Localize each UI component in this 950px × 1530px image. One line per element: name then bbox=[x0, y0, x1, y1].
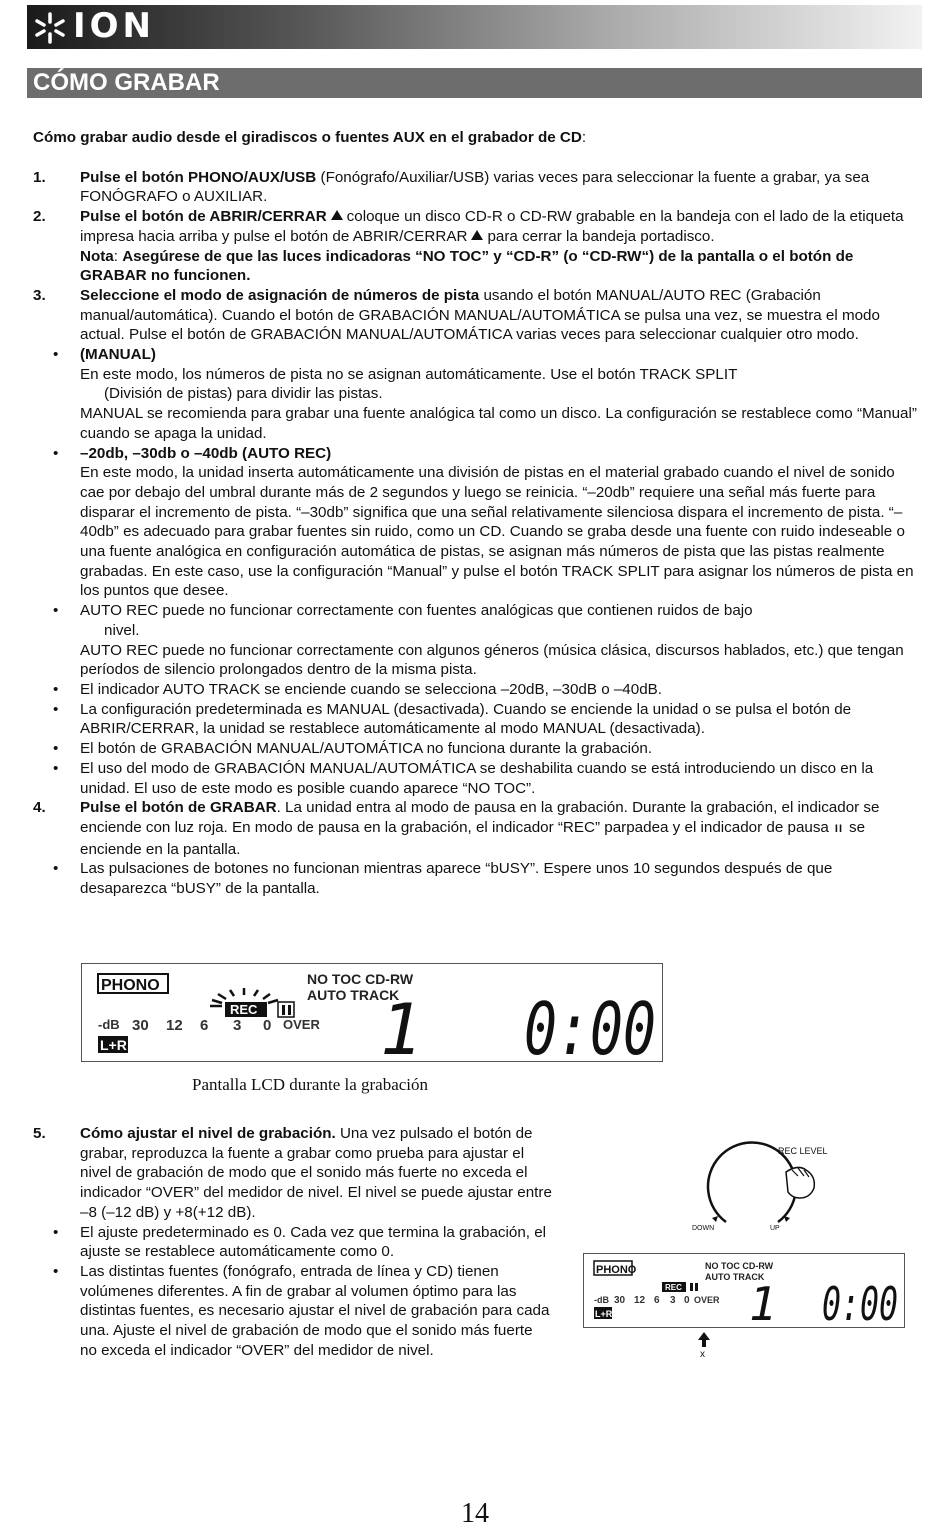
pause-bar bbox=[282, 1005, 285, 1015]
page-number: 14 bbox=[461, 1498, 489, 1529]
meter-3: 3 bbox=[233, 1017, 242, 1034]
lcd-caption: Pantalla LCD durante la grabación bbox=[192, 1075, 429, 1094]
step-3-bullets bbox=[33, 345, 918, 798]
lcd-source: PHONO bbox=[596, 1264, 637, 1276]
brand-name: ION bbox=[73, 6, 156, 46]
step-2-text-a: coloque un disco CD-R o CD-RW grabable en la bandeja con el lado de la etiqueta impresa hacia arriba y pulse el botón de ABRIR/CERRAR bbox=[80, 208, 904, 245]
meter-6: 6 bbox=[200, 1017, 209, 1034]
meter-3: 3 bbox=[670, 1295, 676, 1306]
step-4-bullets bbox=[33, 859, 918, 898]
step-5 bbox=[33, 1124, 553, 1360]
lcd-source: PHONO bbox=[101, 977, 160, 994]
step-3-text: usando el botón MANUAL/AUTO REC (Grabación manual/automática). Cuando el botón de GRABACIÓN MANUAL/AUTOMÁTICA se pulsa una vez, se muestra el modo actual. Pulse el botón de GRABACIÓN MANUAL/AUTOMÁTICA varias veces para seleccionar cualquier otro modo. bbox=[80, 286, 880, 344]
section-title: CÓMO GRABAR bbox=[27, 68, 922, 98]
step-number: 2. bbox=[33, 208, 46, 226]
lcd-small-drawing bbox=[584, 1254, 904, 1331]
pause-bar bbox=[288, 1005, 291, 1015]
step-3 bbox=[33, 286, 918, 345]
pointer-arrow-icon bbox=[696, 1330, 712, 1358]
step-4-title: Pulse el botón de GRABAR bbox=[80, 799, 277, 817]
lcd-notoc: NO TOC CD-RW bbox=[705, 1261, 774, 1271]
meter-0: 0 bbox=[684, 1295, 690, 1306]
step-number: 3. bbox=[33, 286, 46, 304]
step-5-bullets bbox=[33, 1223, 553, 1361]
note-text: Asegúrese de que las luces indicadoras “NO TOC” y “CD-R” (o “CD-RW“) de la pantalla o el botón de GRABAR no funcionen. bbox=[80, 247, 854, 285]
pause-icon: II bbox=[834, 822, 844, 835]
meter-over: OVER bbox=[283, 1017, 320, 1032]
meter-0: 0 bbox=[263, 1017, 272, 1034]
step-2-text-b: para cerrar la bandeja portadisco. bbox=[487, 227, 715, 245]
step-1-text: (Fonógrafo/Auxiliar/USB) varias veces para seleccionar la fuente a grabar, ya sea FONÓGRAFO o AUXILIAR. bbox=[80, 168, 870, 206]
step-2: 2. Pulse el botón de ABRIR/CERRAR coloque un disco CD-R o CD-RW grabable en la bandeja con el lado de la etiqueta impresa hacia arriba y pulse el botón de ABRIR/CERRAR para cerrar la bandeja portadisco. Nota: Asegúrese de que las luces indicadoras “NO TOC” y “CD-R” (o “CD-RW“) de la pantalla o el botón de GRABAR no funcionen. bbox=[33, 208, 904, 285]
list-item: • –20db, –30db o –40db (AUTO REC) En este modo, la unidad inserta automáticamente una división de pistas en el material grabado cuando el nivel de sonido cae por debajo del umbral durante más de 2 segundos y luego se reinicia. “–20db” requiere una señal más fuerte para disparar el incremento de pista. “–30db” significa que una señal relativamente silenciosa dispara el incremento de pista. “–40db” es adecuado para grabar fuentes sin ruido, como un CD. Cuando se graba desde una fuente con ruido indeseable o una fuente analógica en configuración automática de pistas, se asignan más números de pista que las pistas realmente grabadas. En este caso, use la configuración “Manual” y pulse el botón TRACK SPLIT para asignar los números de pista en los puntos que desee. bbox=[33, 444, 918, 602]
knob-up: UP bbox=[770, 1225, 780, 1232]
lcd-track: 1 bbox=[380, 989, 423, 1071]
list-item: • Las pulsaciones de botones no funcionan mientras aparece “bUSY”. Espere unos 10 segundos después de que desaparezca “bUSY” de la pantalla. bbox=[33, 859, 918, 898]
ion-logo-icon bbox=[33, 11, 67, 45]
lcd-track: 1 bbox=[749, 1277, 777, 1331]
step-4: 4. Pulse el botón de GRABAR. La unidad entra al modo de pausa en la grabación. Durante la grabación, el indicador se enciende con luz roja. En modo de pausa en la grabación, el indicador “REC” parpadea y el indicador de pausa II se enciende en la pantalla. bbox=[33, 799, 880, 858]
meter-12: 12 bbox=[634, 1295, 646, 1306]
lcd-display-small bbox=[583, 1253, 905, 1331]
list-item: • El indicador AUTO TRACK se enciende cuando se selecciona –20dB, –30dB o –40dB. bbox=[33, 680, 918, 700]
instructions-body bbox=[33, 120, 918, 899]
knob-down: DOWN bbox=[692, 1225, 715, 1232]
lcd-rec: REC bbox=[665, 1283, 682, 1292]
rec-level-knob-illustration bbox=[686, 1130, 836, 1234]
meter-over: OVER bbox=[694, 1295, 720, 1305]
step-5-title: Cómo ajustar el nivel de grabación. bbox=[80, 1125, 336, 1142]
down-arrow-icon bbox=[712, 1216, 718, 1222]
lcd-autotrack: AUTO TRACK bbox=[307, 987, 400, 1003]
lcd-lr: L+R bbox=[595, 1309, 613, 1319]
intro-line: Cómo grabar audio desde el giradiscos o fuentes AUX en el grabador de CD: bbox=[33, 129, 587, 146]
list-item: • El ajuste predeterminado es 0. Cada vez que termina la grabación, el ajuste se restablece automáticamente como 0. bbox=[33, 1223, 553, 1262]
step-number: 1. bbox=[33, 168, 46, 186]
lcd-notoc: NO TOC CD-RW bbox=[307, 971, 414, 987]
hand-icon bbox=[786, 1167, 814, 1198]
knob-label: REC LEVEL bbox=[778, 1146, 828, 1156]
lcd-lr: L+R bbox=[100, 1037, 127, 1053]
eject-icon bbox=[331, 210, 343, 220]
meter-30: 30 bbox=[132, 1017, 149, 1034]
list-item: • (MANUAL) En este modo, los números de pista no se asignan automáticamente. Use el botón TRACK SPLIT (División de pistas) para dividir las pistas. MANUAL se recomienda para grabar una fuente analógica tal como un disco. La configuración se restablece como “Manual” cuando se apaga la unidad. bbox=[33, 345, 918, 444]
lcd-time: 0:00 bbox=[822, 1277, 898, 1331]
lcd-rec: REC bbox=[230, 1002, 258, 1017]
list-item: • La configuración predeterminada es MANUAL (desactivada). Cuando se enciende la unidad o se pulsa el botón de ABRIR/CERRAR, la unidad se restablece automáticamente al modo MANUAL (desactivada). bbox=[33, 700, 918, 739]
list-item: • AUTO REC puede no funcionar correctamente con fuentes analógicas que contienen ruidos de bajo nivel. AUTO REC puede no funcionar correctamente con algunos géneros (música clásica, discursos hablados, etc.) que tengan períodos de silencio prolongados dentro de la misma pista. bbox=[33, 601, 918, 680]
meter-12: 12 bbox=[166, 1017, 183, 1034]
up-arrow-icon bbox=[784, 1216, 790, 1222]
lcd-display-drawing bbox=[82, 964, 661, 1071]
meter-db: -dB bbox=[594, 1295, 609, 1305]
pause-box bbox=[278, 1002, 294, 1017]
step-1 bbox=[33, 168, 918, 207]
list-item: • Las distintas fuentes (fonógrafo, entrada de línea y CD) tienen volúmenes diferentes. A fin de grabar al volumen óptimo para las distintas fuentes, es necesario ajustar el nivel de grabación para cada una. Ajuste el nivel de grabación de modo que el sonido más fuerte no exceda el indicador “OVER” del medidor de nivel. bbox=[33, 1262, 553, 1361]
lcd-display-illustration bbox=[81, 963, 663, 1071]
eject-icon bbox=[471, 230, 483, 240]
list-item: • El uso del modo de GRABACIÓN MANUAL/AUTOMÁTICA se deshabilita cuando se está introduciendo un disco en la unidad. El uso de este modo es posible cuando aparece “NO TOC”. bbox=[33, 759, 918, 798]
pause-bar bbox=[690, 1283, 693, 1291]
step-1-title: Pulse el botón PHONO/AUX/USB bbox=[80, 168, 317, 186]
lcd-autotrack: AUTO TRACK bbox=[705, 1272, 765, 1282]
step-number: 5. bbox=[33, 1125, 46, 1142]
pause-bar bbox=[695, 1283, 698, 1291]
header-bar bbox=[27, 5, 922, 49]
step-number: 4. bbox=[33, 799, 46, 817]
list-item: • El botón de GRABACIÓN MANUAL/AUTOMÁTICA no funciona durante la grabación. bbox=[33, 739, 918, 759]
meter-db: -dB bbox=[98, 1017, 120, 1032]
lcd-time: 0:00 bbox=[524, 987, 656, 1071]
note-label: Nota bbox=[80, 247, 114, 265]
small-lcd-marker: x bbox=[700, 1349, 705, 1360]
step-2-title: Pulse el botón de ABRIR/CERRAR bbox=[80, 208, 327, 226]
meter-6: 6 bbox=[654, 1295, 660, 1306]
step-5-text: Una vez pulsado el botón de grabar, reproduzca la fuente a grabar como prueba para ajustar el nivel de grabación de modo que el sonido más fuerte no exceda el indicador “OVER” del medidor de nivel. El nivel se puede ajustar entre –8 (–12 dB) y +8(+12 dB). bbox=[80, 1125, 552, 1221]
step-3-title: Seleccione el modo de asignación de números de pista bbox=[80, 286, 480, 304]
meter-30: 30 bbox=[614, 1295, 626, 1306]
